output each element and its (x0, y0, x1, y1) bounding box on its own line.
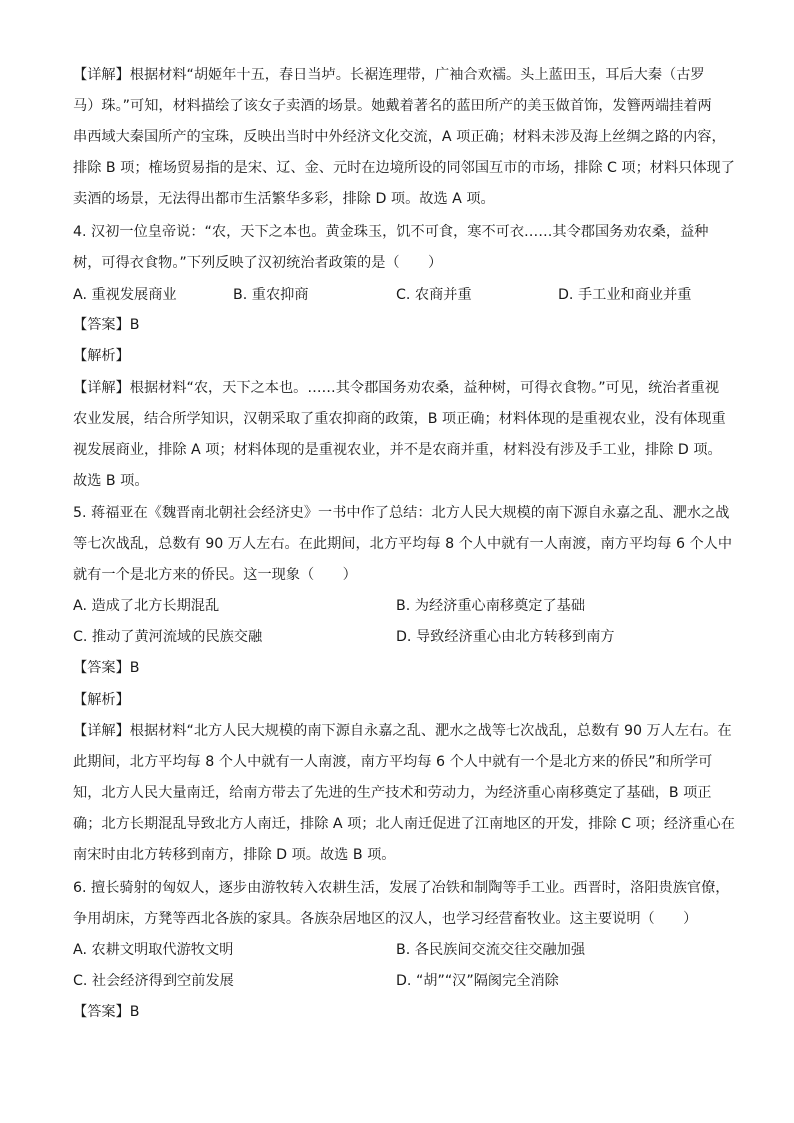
question-6-stem: 争用胡床，方凳等西北各族的家具。各族杂居地区的汉人，也学习经营畜牧业。这主要说明（ ） (73, 911, 698, 927)
text-line: 马）珠。”可知，材料描绘了该女子卖酒的场景。她戴着著名的蓝田所产的美玉做首饰，发簪两端挂着两 (73, 98, 712, 114)
text-line: 【详解】根据材料“胡姬年十五，春日当垆。长裾连理带，广袖合欢襦。头上蓝田玉，耳后大秦（古罗 (73, 67, 705, 83)
text-line: 【详解】根据材料“农，天下之本也。……其令郡国务劝农桑，益种树，可得衣食物。”可见，统治者重视 (73, 380, 720, 396)
text-line: 视发展商业，排除 A 项；材料体现的是重视农业，并不是农商并重，材料没有涉及手工业，排除 D 项。 (73, 442, 722, 458)
option-b: B. 为经济重心南移奠定了基础 (396, 598, 586, 614)
text-line: 故选 B 项。 (73, 473, 149, 489)
text-line: 【详解】根据材料“北方人民大规模的南下源自永嘉之乱、淝水之战等七次战乱，总数有 90 万人左右。在 (73, 723, 732, 739)
answer-label: 【答案】B (73, 1004, 140, 1020)
text-line: 排除 B 项；榷场贸易指的是宋、辽、金、元时在边境所设的同邻国互市的市场，排除 C 项；材料只体现了 (73, 160, 735, 176)
question-4-stem: 4. 汉初一位皇帝说：“农，天下之本也。黄金珠玉，饥不可食，寒不可衣……其令郡国务劝农桑，益种 (73, 224, 709, 240)
question-5-stem: 等七次战乱，总数有 90 万人左右。在此期间，北方平均每 8 个人中就有一人南渡，南方平均每 6 个人中 (73, 536, 733, 552)
text-line: 确；北方长期混乱导致北方人南迁，排除 A 项；北人南迁促进了江南地区的开发，排除 C 项；经济重心在 (73, 816, 735, 832)
option-a: A. 造成了北方长期混乱 (73, 598, 220, 614)
question-4-stem: 树，可得衣食物。”下列反映了汉初统治者政策的是（ ） (73, 255, 443, 271)
option-d: D. 手工业和商业并重 (558, 287, 692, 303)
answer-label: 【答案】B (73, 660, 140, 676)
option-b: B. 各民族间交流交往交融加强 (396, 942, 586, 958)
text-line: 农业发展，结合所学知识，汉朝采取了重农抑商的政策，B 项正确；材料体现的是重视农业，没有体现重 (73, 411, 726, 427)
option-a: A. 农耕文明取代游牧文明 (73, 942, 234, 958)
question-5-stem: 5. 蒋福亚在《魏晋南北朝社会经济史》一书中作了总结：北方人民大规模的南下源自永嘉之乱、淝水之战 (73, 505, 730, 521)
option-d: D. “胡”“汉”隔阂完全消除 (396, 973, 559, 989)
option-c: C. 农商并重 (396, 287, 472, 303)
option-c: C. 推动了黄河流域的民族交融 (73, 629, 263, 645)
option-b: B. 重农抑商 (233, 287, 309, 303)
text-line: 南宋时由北方转移到南方，排除 D 项。故选 B 项。 (73, 847, 396, 863)
option-d: D. 导致经济重心由北方转移到南方 (396, 629, 615, 645)
question-6-stem: 6. 擅长骑射的匈奴人，逐步由游牧转入农耕生活，发展了冶铁和制陶等手工业。西晋时，洛阳贵族官僚， (73, 880, 730, 896)
option-c: C. 社会经济得到空前发展 (73, 973, 234, 989)
text-line: 卖酒的场景，无法得出都市生活繁华多彩，排除 D 项。故选 A 项。 (73, 191, 495, 207)
text-line: 串西域大秦国所产的宝珠，反映出当时中外经济文化交流，A 项正确；材料未涉及海上丝绸之路的内容， (73, 129, 726, 145)
option-a: A. 重视发展商业 (73, 287, 177, 303)
analysis-label: 【解析】 (73, 692, 130, 708)
answer-label: 【答案】B (73, 317, 140, 333)
question-5-stem: 就有一个是北方来的侨民。这一现象（ ） (73, 567, 357, 583)
text-line: 此期间，北方平均每 8 个人中就有一人南渡，南方平均每 6 个人中就有一个是北方来的侨民”和所学可 (73, 754, 713, 770)
analysis-label: 【解析】 (73, 348, 130, 364)
text-line: 知，北方人民大量南迁，给南方带去了先进的生产技术和劳动力，为经济重心南移奠定了基础，B 项正 (73, 785, 712, 801)
